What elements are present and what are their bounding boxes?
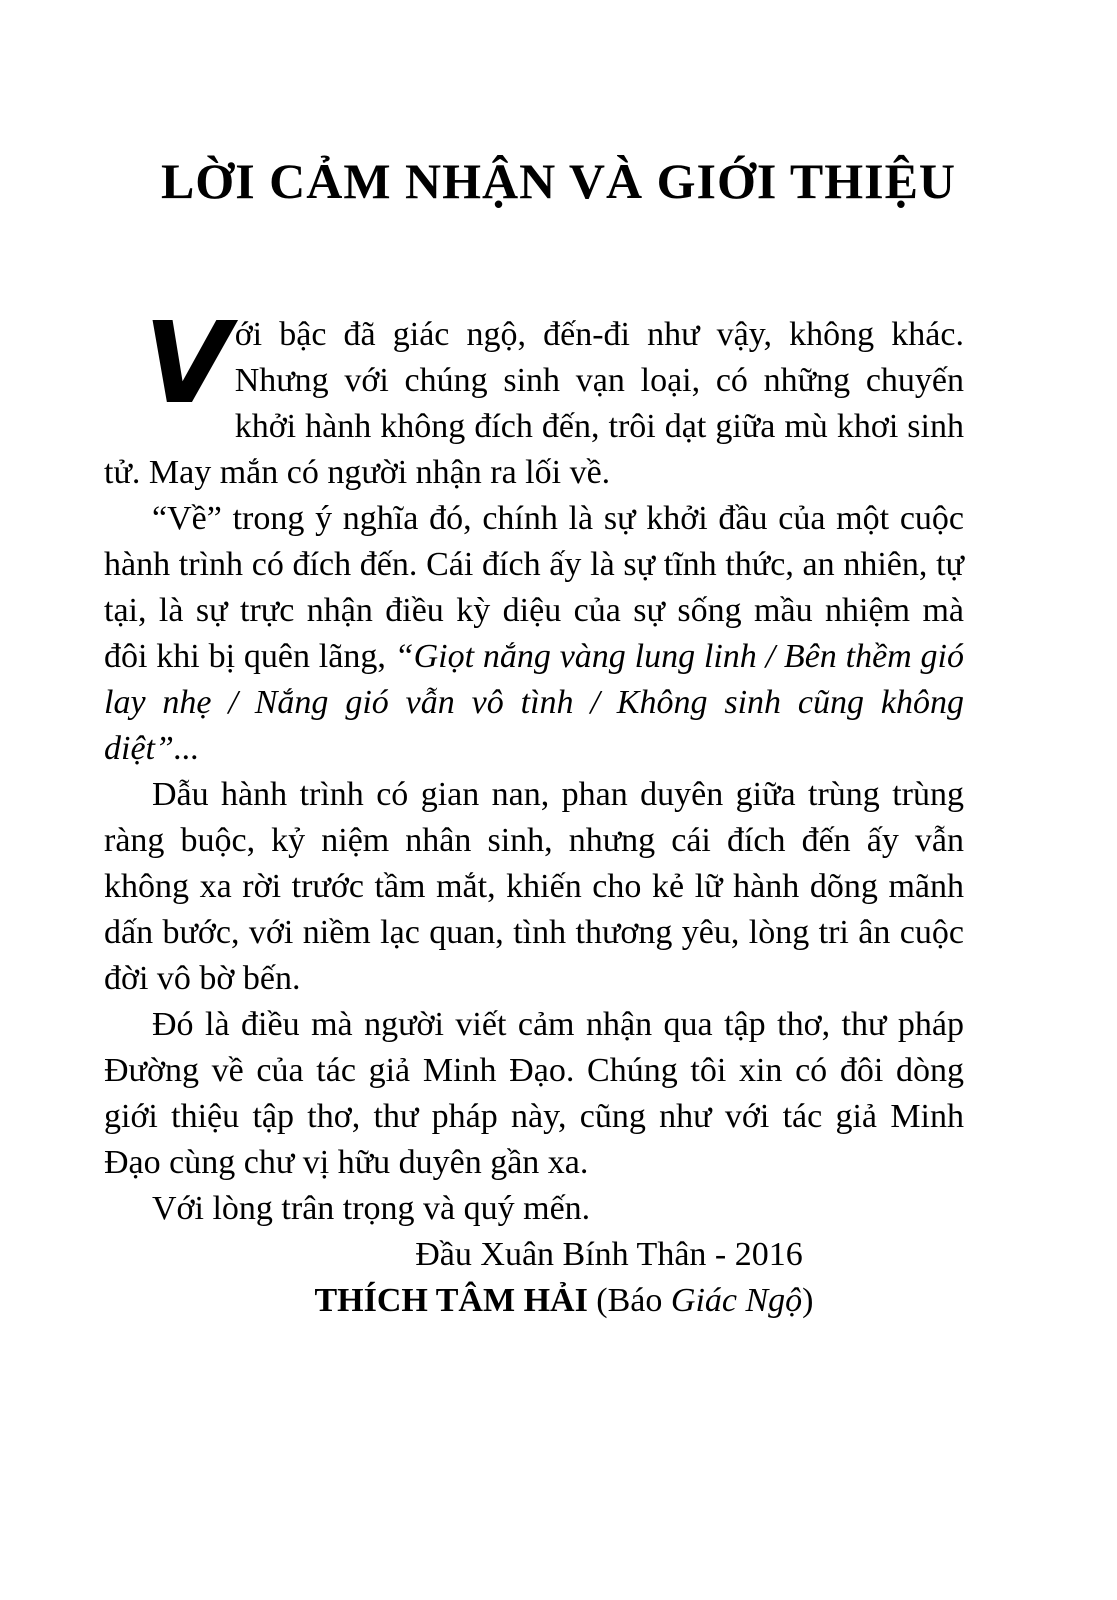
signature [104,1278,964,1324]
paragraph-2 [104,496,964,772]
paragraph-3: Dẫu hành trình có gian nan, phan duyên giữa trùng trùng ràng buộc, kỷ niệm nhân sinh, nhưng cái đích đến ấy vẫn không xa rời trước tầm mắt, khiến cho kẻ lữ hành dõng mãnh dấn bước, với niềm lạc quan, tình thương yêu, lòng tri ân cuộc đời vô bờ bến. [104,776,964,997]
date-line: Đầu Xuân Bính Thân - 2016 [415,1236,803,1273]
signature-close: ) [802,1282,814,1319]
paragraph-1-text: ới bậc đã giác ngộ, đến-đi như vậy, không khác. Nhưng với chúng sinh vạn loại, có những chuyến khởi hành không đích đến, trôi dạt giữa mù khơi sinh tử. May mắn có người nhận ra lối về. [104,316,964,491]
signature-open: (Báo [587,1282,671,1319]
closing-line: Với lòng trân trọng và quý mến. [152,1190,591,1227]
paragraph-1 [104,299,964,496]
drop-cap: V [144,299,231,429]
article-body [104,299,965,1324]
publication-name: Giác Ngộ [670,1282,803,1319]
paragraph-4: Đó là điều mà người viết cảm nhận qua tập thơ, thư pháp Đường về của tác giả Minh Đạo. Chúng tôi xin có đôi dòng giới thiệu tập thơ, thư pháp này, cũng như với tác giả Minh Đạo cùng chư vị hữu duyên gần xa. [104,1006,964,1181]
page-title: LỜI CẢM NHẬN VÀ GIỚI THIỆU [160,153,957,209]
author-name: THÍCH TÂM HẢI [314,1282,588,1319]
poem-quote: “Giọt nắng vàng lung linh / Bên thềm gió lay nhẹ / Nắng gió vẫn vô tình / Không sinh cũng không diệt”... [104,638,965,767]
paragraph-2-text: “Về” trong ý nghĩa đó, chính là sự khởi đầu của một cuộc hành trình có đích đến. Cái đích ấy là sự tĩnh thức, an nhiên, tự tại, là sự trực nhận điều kỳ diệu của sự sống mầu nhiệm mà đôi khi bị quên lãng, [104,500,964,675]
